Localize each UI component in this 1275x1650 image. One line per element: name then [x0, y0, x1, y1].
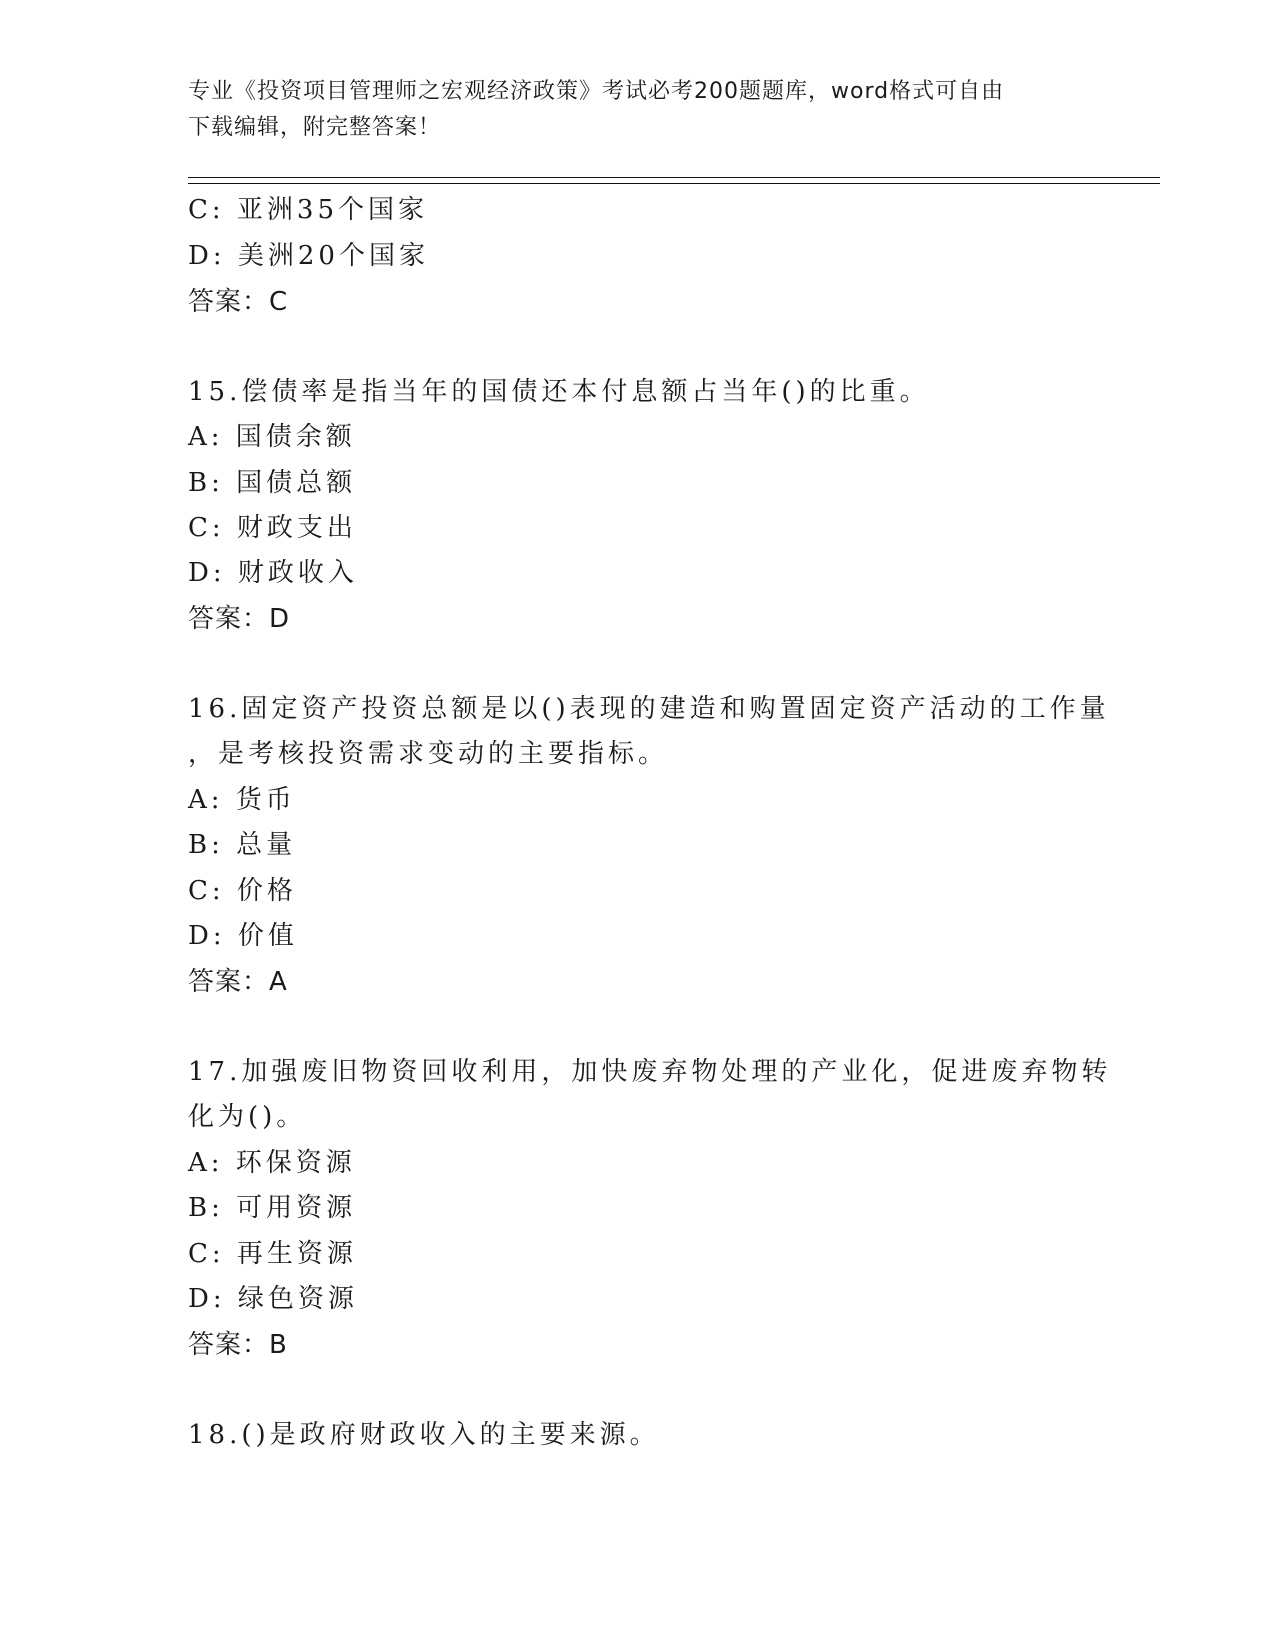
document-header: [188, 74, 1068, 146]
q15-option-a: A: 国债余额: [188, 422, 356, 452]
q16-question-text-line-2: ，是考核投资需求变动的主要指标。: [188, 739, 669, 769]
q15-option-b: B: 国债总额: [188, 468, 357, 498]
q16-option-b: B: 总量: [188, 830, 297, 860]
q17-question-text-line-1: 17.加强废旧物资回收利用，加快废弃物处理的产业化，促进废弃物转: [188, 1057, 1112, 1087]
q17-option-d: D: 绿色资源: [188, 1284, 358, 1314]
header-title-line-1: 专业《投资项目管理师之宏观经济政策》考试必考200题题库，word格式可自由: [188, 79, 1005, 104]
q16-question-text-line-1: 16.固定资产投资总额是以()表现的建造和购置固定资产活动的工作量: [188, 694, 1110, 724]
q17-option-c: C: 再生资源: [188, 1239, 357, 1269]
q17-question-text-line-2: 化为()。: [188, 1102, 307, 1132]
q15-question-text: 15.偿债率是指当年的国债还本付息额占当年()的比重。: [188, 377, 930, 407]
q18-question-text: 18.()是政府财政收入的主要来源。: [188, 1420, 660, 1450]
header-title-line-2: 下载编辑，附完整答案！: [188, 115, 442, 140]
q15-answer: 答案：D: [188, 604, 291, 634]
q17-answer: 答案：B: [188, 1330, 288, 1360]
q15-option-c: C: 财政支出: [188, 513, 357, 543]
prev-answer: 答案：C: [188, 287, 289, 317]
header-divider-top: [188, 177, 1160, 178]
header-divider-bottom: [188, 183, 1160, 184]
q16-answer: 答案：A: [188, 967, 288, 997]
prev-option-c: C: 亚洲35个国家: [188, 195, 429, 225]
prev-option-d: D: 美洲20个国家: [188, 241, 429, 271]
q17-option-a: A: 环保资源: [188, 1148, 356, 1178]
q16-option-d: D: 价值: [188, 921, 298, 951]
q17-option-b: B: 可用资源: [188, 1193, 357, 1223]
q15-option-d: D: 财政收入: [188, 558, 358, 588]
q16-option-c: C: 价格: [188, 876, 297, 906]
q16-option-a: A: 货币: [188, 785, 296, 815]
